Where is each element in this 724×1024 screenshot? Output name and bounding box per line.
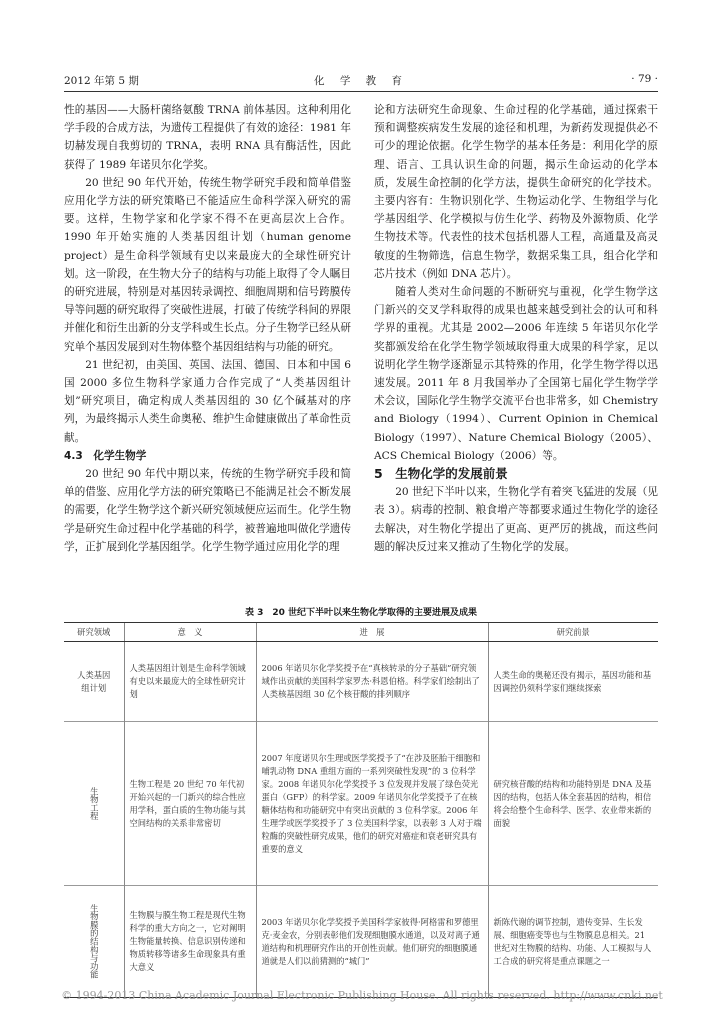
issue-label: 2012 年第 5 期 <box>64 75 139 87</box>
right-column <box>374 101 658 556</box>
field-label: 生物工程 <box>89 786 100 821</box>
running-header <box>64 73 658 92</box>
table-row <box>64 722 658 886</box>
field-cell <box>64 642 124 722</box>
copyright-footer: © 1994-2013 China Academic Journal Electronic Publishing House. All rights reserved. http://www.cnki.net <box>61 989 663 1002</box>
paragraph: 21 世纪初，由美国、英国、法国、德国、日本和中国 6 国 2000 多位生物科学家通力合作完成了“人类基因组计划”研究项目，确定构成人类基因组的 30 亿个碱基对的序列，为最终揭示人类生命奥秘、维护生命健康做出了革命性贡献。 <box>64 358 351 444</box>
progress-cell: 2006 年诺贝尔化学奖授予在“真核转录的分子基础”研究领域作出贡献的美国科学家罗杰·科恩伯格。科学家们绘制出了人类核基因组 30 亿个核苷酸的排列顺序 <box>256 642 488 722</box>
paragraph: 随着人类对生命问题的不断研究与重视，化学生物学这门新兴的交叉学科取得的成果也越来越受到社会的认可和科学界的重视。尤其是 2002—2006 年连续 5 年诺贝尔化学奖都颁发给在化学生物学领域取得重大成果的科学家，足以说明化学生物学逐渐显示其特殊的作用，化学生物学得以迅速发展。2011 年 8 月我国举办了全国第七届化学生物学学术会议，国际化学生物学交流平台也非常多，如 Chemistry and Biology（1994）、Current Opinion in Chemical Biology（1997）、Nature Chemical Biology（2005）、ACS Chemical Biology（2006）等。 <box>374 286 658 462</box>
table-row <box>64 886 658 998</box>
progress-table <box>64 622 658 998</box>
prospect-cell: 研究核苷酸的结构和功能特别是 DNA 及基因的结构，包括人体全套基因的结构，相信将会给整个生命科学、医学、农业带来新的面貌 <box>488 722 658 886</box>
journal-title: 化 学 教 育 <box>313 75 408 87</box>
field-cell <box>64 722 124 886</box>
field-label: 人类基因组计划 <box>77 669 111 693</box>
prospect-cell: 人类生命的奥秘还没有揭示，基因功能和基因调控仍须科学家们继续探索 <box>488 642 658 722</box>
page-number: · 79 · <box>631 73 658 85</box>
prospect-cell: 新陈代谢的调节控制，遗传变异、生长发展、细胞癌变等也与生物膜息息相关。21 世纪对生物膜的结构、功能、人工模拟与人工合成的研究将是重点课题之一 <box>488 886 658 998</box>
table-row <box>64 642 658 722</box>
column-header: 研究前景 <box>488 623 658 642</box>
field-cell <box>64 886 124 998</box>
progress-cell: 2003 年诺贝尔化学奖授予美国科学家彼得·阿格雷和罗德里克·麦金农，分别表彰他们发现细胞膜水通道，以及对离子通道结构和机理研究作出的开创性贡献。他们研究的细胞膜通道就是人们以前猜测的“城门” <box>256 886 488 998</box>
paragraph: 性的基因——大肠杆菌络氨酸 TRNA 前体基因。这种利用化学手段的合成方法，为遗传工程提供了有效的途径：1981 年切赫发现自我剪切的 TRNA，表明 RNA 具有酶活性，因此获得了 1989 年诺贝尔化学奖。 <box>64 104 351 171</box>
field-label: 生物膜的结构与功能 <box>89 904 100 979</box>
meaning-cell: 人类基因组计划是生命科学领域有史以来最庞大的全球性研究计划 <box>124 642 256 722</box>
left-column <box>64 101 351 556</box>
meaning-cell: 生物工程是 20 世纪 70 年代初开始兴起的一门新兴的综合性应用学科，蛋白质的生物功能与其空间结构的关系非常密切 <box>124 722 256 886</box>
section-heading: 5 生物化学的发展前景 <box>374 466 508 482</box>
section-heading: 4.3 化学生物学 <box>64 449 147 462</box>
progress-cell: 2007 年度诺贝尔生理或医学奖授予了“在涉及胚胎干细胞和哺乳动物 DNA 重组方面的一系列突破性发现”的 3 位科学家。2008 年诺贝尔化学奖授予 3 位发现并发展了绿色荧光蛋白（GFP）的科学家。2009 年诺贝尔化学奖授予了在核糖体结构和功能研究中有突出贡献的 3 位科学家。2006 年生理学或医学奖授予了 3 位美国科学家，以表彰 3 人对于端粒酶的突破性研究成果，他们的研究对癌症和衰老研究具有重要的意义 <box>256 722 488 886</box>
paragraph: 20 世纪下半叶以来，生物化学有着突飞猛进的发展（见表 3）。病毒的控制、粮食增产等都要求通过生物化学的途径去解决，对生物化学提出了更高、更严厉的挑战，而这些问题的解决反过来又推动了生物化学的发展。 <box>374 486 658 553</box>
column-header: 研究领域 <box>64 623 124 642</box>
meaning-cell: 生物膜与膜生物工程是现代生物科学的重大方向之一，它对阐明生物能量转换、信息识别传递和物质转移等诸多生命现象具有重大意义 <box>124 886 256 998</box>
paragraph: 20 世纪 90 年代开始，传统生物学研究手段和简单借鉴应用化学方法的研究策略已不能适应生命科学深入研究的需要。这样，生物学家和化学家不得不在更高层次上合作。1990 年开始实施的人类基因组计划（human genome project）是生命科学领域有史以来最庞大的全球性研究计划。这一阶段，在生物大分子的结构与功能上取得了令人瞩目的研究进展，特别是对基因转录调控、细胞周期和信号跨膜传导等问题的研究取得了突破性进展，打破了传统学科间的界限并催化和衍生出新的分支学科或生长点。分子生物学已经从研究单个基因发展到对生物体整个基因组结构与功能的研究。 <box>64 176 351 353</box>
column-header: 进 展 <box>256 623 488 642</box>
column-header: 意 义 <box>124 623 256 642</box>
table-caption: 表 3 20 世纪下半叶以来生物化学取得的主要进展及成果 <box>244 608 478 618</box>
paragraph: 论和方法研究生命现象、生命过程的化学基础，通过探索干预和调整疾病发生发展的途径和机理，为新药发现提供必不可少的理论依据。化学生物学的基本任务是：利用化学的原理、语言、工具认识生命的问题，揭示生命运动的化学本质，发展生命控制的化学方法，提供生命研究的化学技术。主要内容有：生物识别化学、生物运动化学、生物组学与化学基因组学、化学模拟与仿生化学、药物及外源物质、化学生物技术等。代表性的技术包括机器人工程，高通量及高灵敏度的生物筛选，信息生物学，数据采集工具，组合化学和芯片技术（例如 DNA 芯片）。 <box>374 104 658 280</box>
table-header-row <box>64 623 658 642</box>
paragraph: 20 世纪 90 年代中期以来，传统的生物学研究手段和简单的借鉴、应用化学方法的研究策略已不能满足社会不断发展的需要，化学生物学这个新兴研究领域便应运而生。化学生物学是研究生命过程中化学基础的科学，被普遍地叫做化学遗传学，正扩展到化学基因组学。化学生物学通过应用化学的理 <box>64 468 351 553</box>
